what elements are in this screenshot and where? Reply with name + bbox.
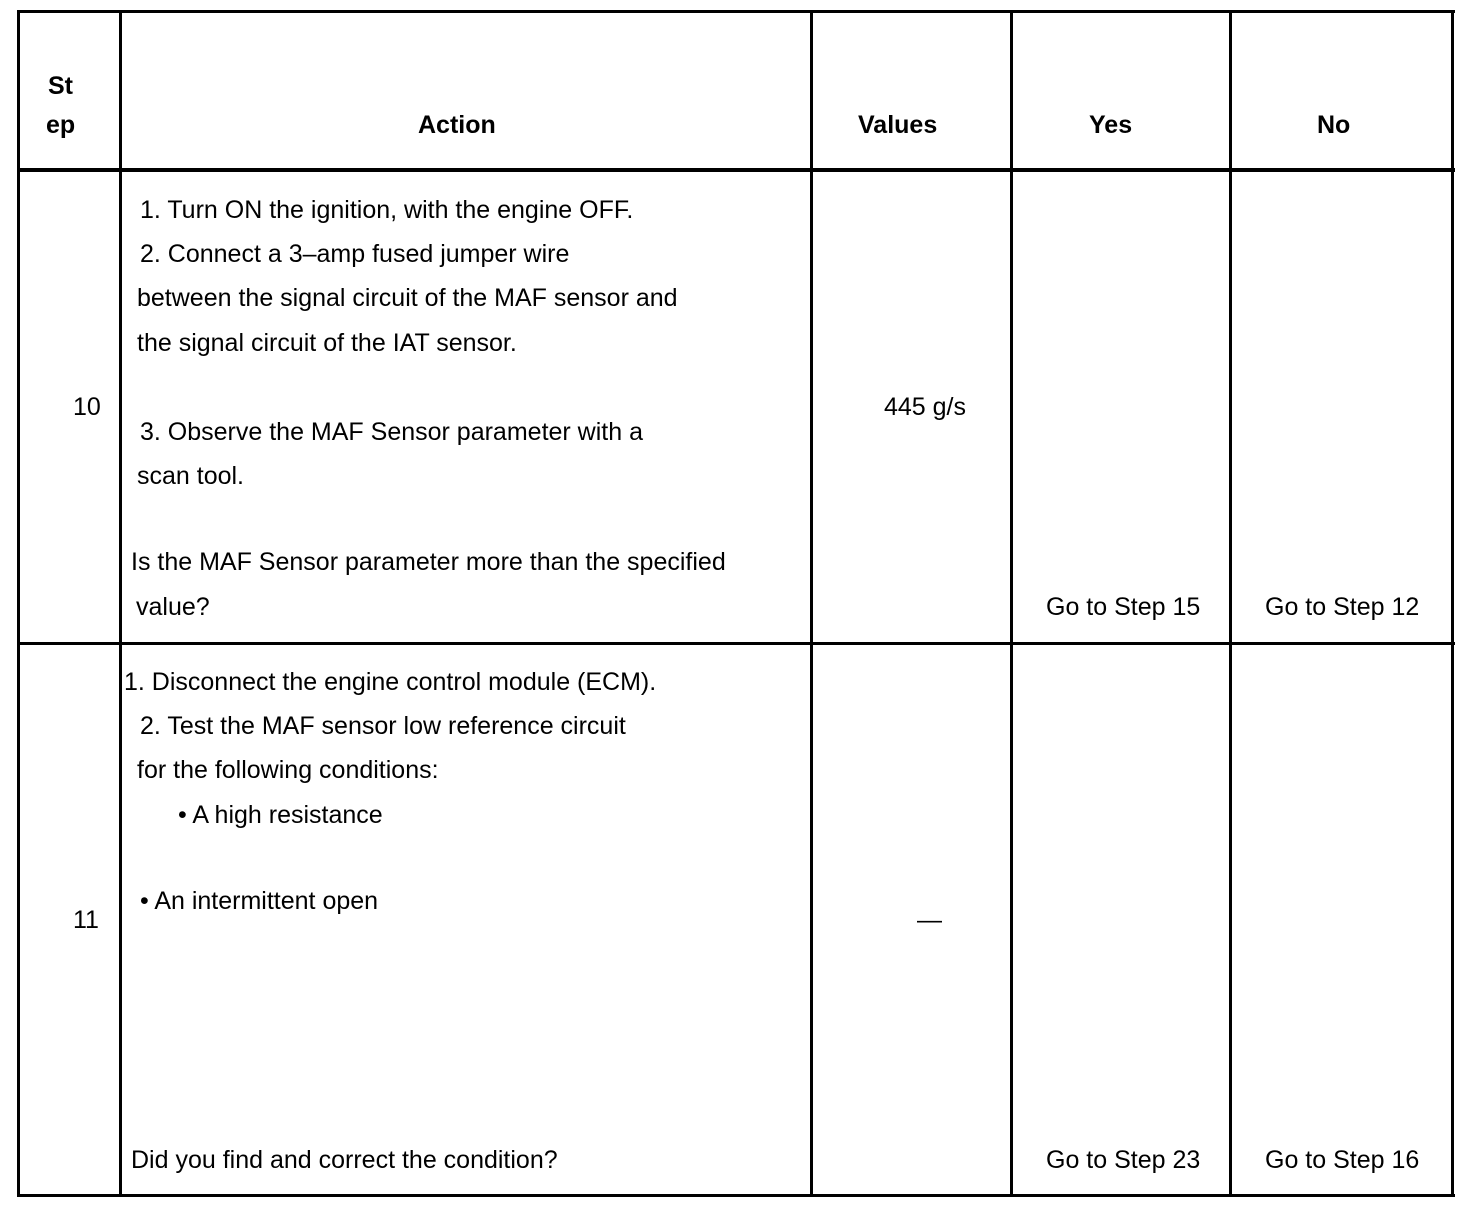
header-bottom-rule (17, 168, 1455, 172)
action-bullet-item: • An intermittent open (140, 887, 379, 915)
column-divider-action (810, 10, 813, 1197)
action-line: 1. Turn ON the ignition, with the engine OFF. (140, 196, 634, 224)
header-yes: Yes (1089, 111, 1133, 139)
action-line: 2. Test the MAF sensor low reference circuit (140, 712, 626, 740)
no-cell: Go to Step 16 (1265, 1146, 1420, 1174)
yes-cell: Go to Step 15 (1046, 593, 1201, 621)
header-no: No (1317, 111, 1351, 139)
action-question: Did you find and correct the condition? (131, 1146, 558, 1174)
action-line: between the signal circuit of the MAF sensor and (137, 284, 678, 312)
action-question: value? (136, 593, 210, 621)
column-divider-values (1010, 10, 1013, 1197)
header-step-line2: ep (46, 111, 76, 139)
value-cell: 445 g/s (884, 393, 967, 421)
table-border-right (1451, 10, 1454, 1197)
table-border-top (17, 10, 1455, 13)
action-line: the signal circuit of the IAT sensor. (137, 329, 517, 357)
action-line: for the following conditions: (137, 756, 439, 784)
table-border-bottom (17, 1194, 1455, 1197)
no-cell: Go to Step 12 (1265, 593, 1420, 621)
step-number: 10 (73, 393, 101, 421)
header-step-line1: St (48, 72, 73, 100)
header-action: Action (418, 111, 496, 139)
action-line: 3. Observe the MAF Sensor parameter with a (140, 418, 643, 446)
yes-cell: Go to Step 23 (1046, 1146, 1201, 1174)
action-line: 2. Connect a 3–amp fused jumper wire (140, 240, 570, 268)
column-divider-step (119, 10, 122, 1197)
action-question: Is the MAF Sensor parameter more than the specified (131, 548, 726, 576)
value-cell: — (917, 906, 942, 934)
action-line: 1. Disconnect the engine control module (ECM). (124, 668, 657, 696)
action-line: scan tool. (137, 462, 245, 490)
header-values: Values (858, 111, 938, 139)
step-number: 11 (73, 906, 99, 934)
table-border-left (17, 10, 20, 1197)
action-bullet-item: • A high resistance (178, 801, 383, 829)
column-divider-yes (1229, 10, 1232, 1197)
row-divider (17, 642, 1455, 645)
